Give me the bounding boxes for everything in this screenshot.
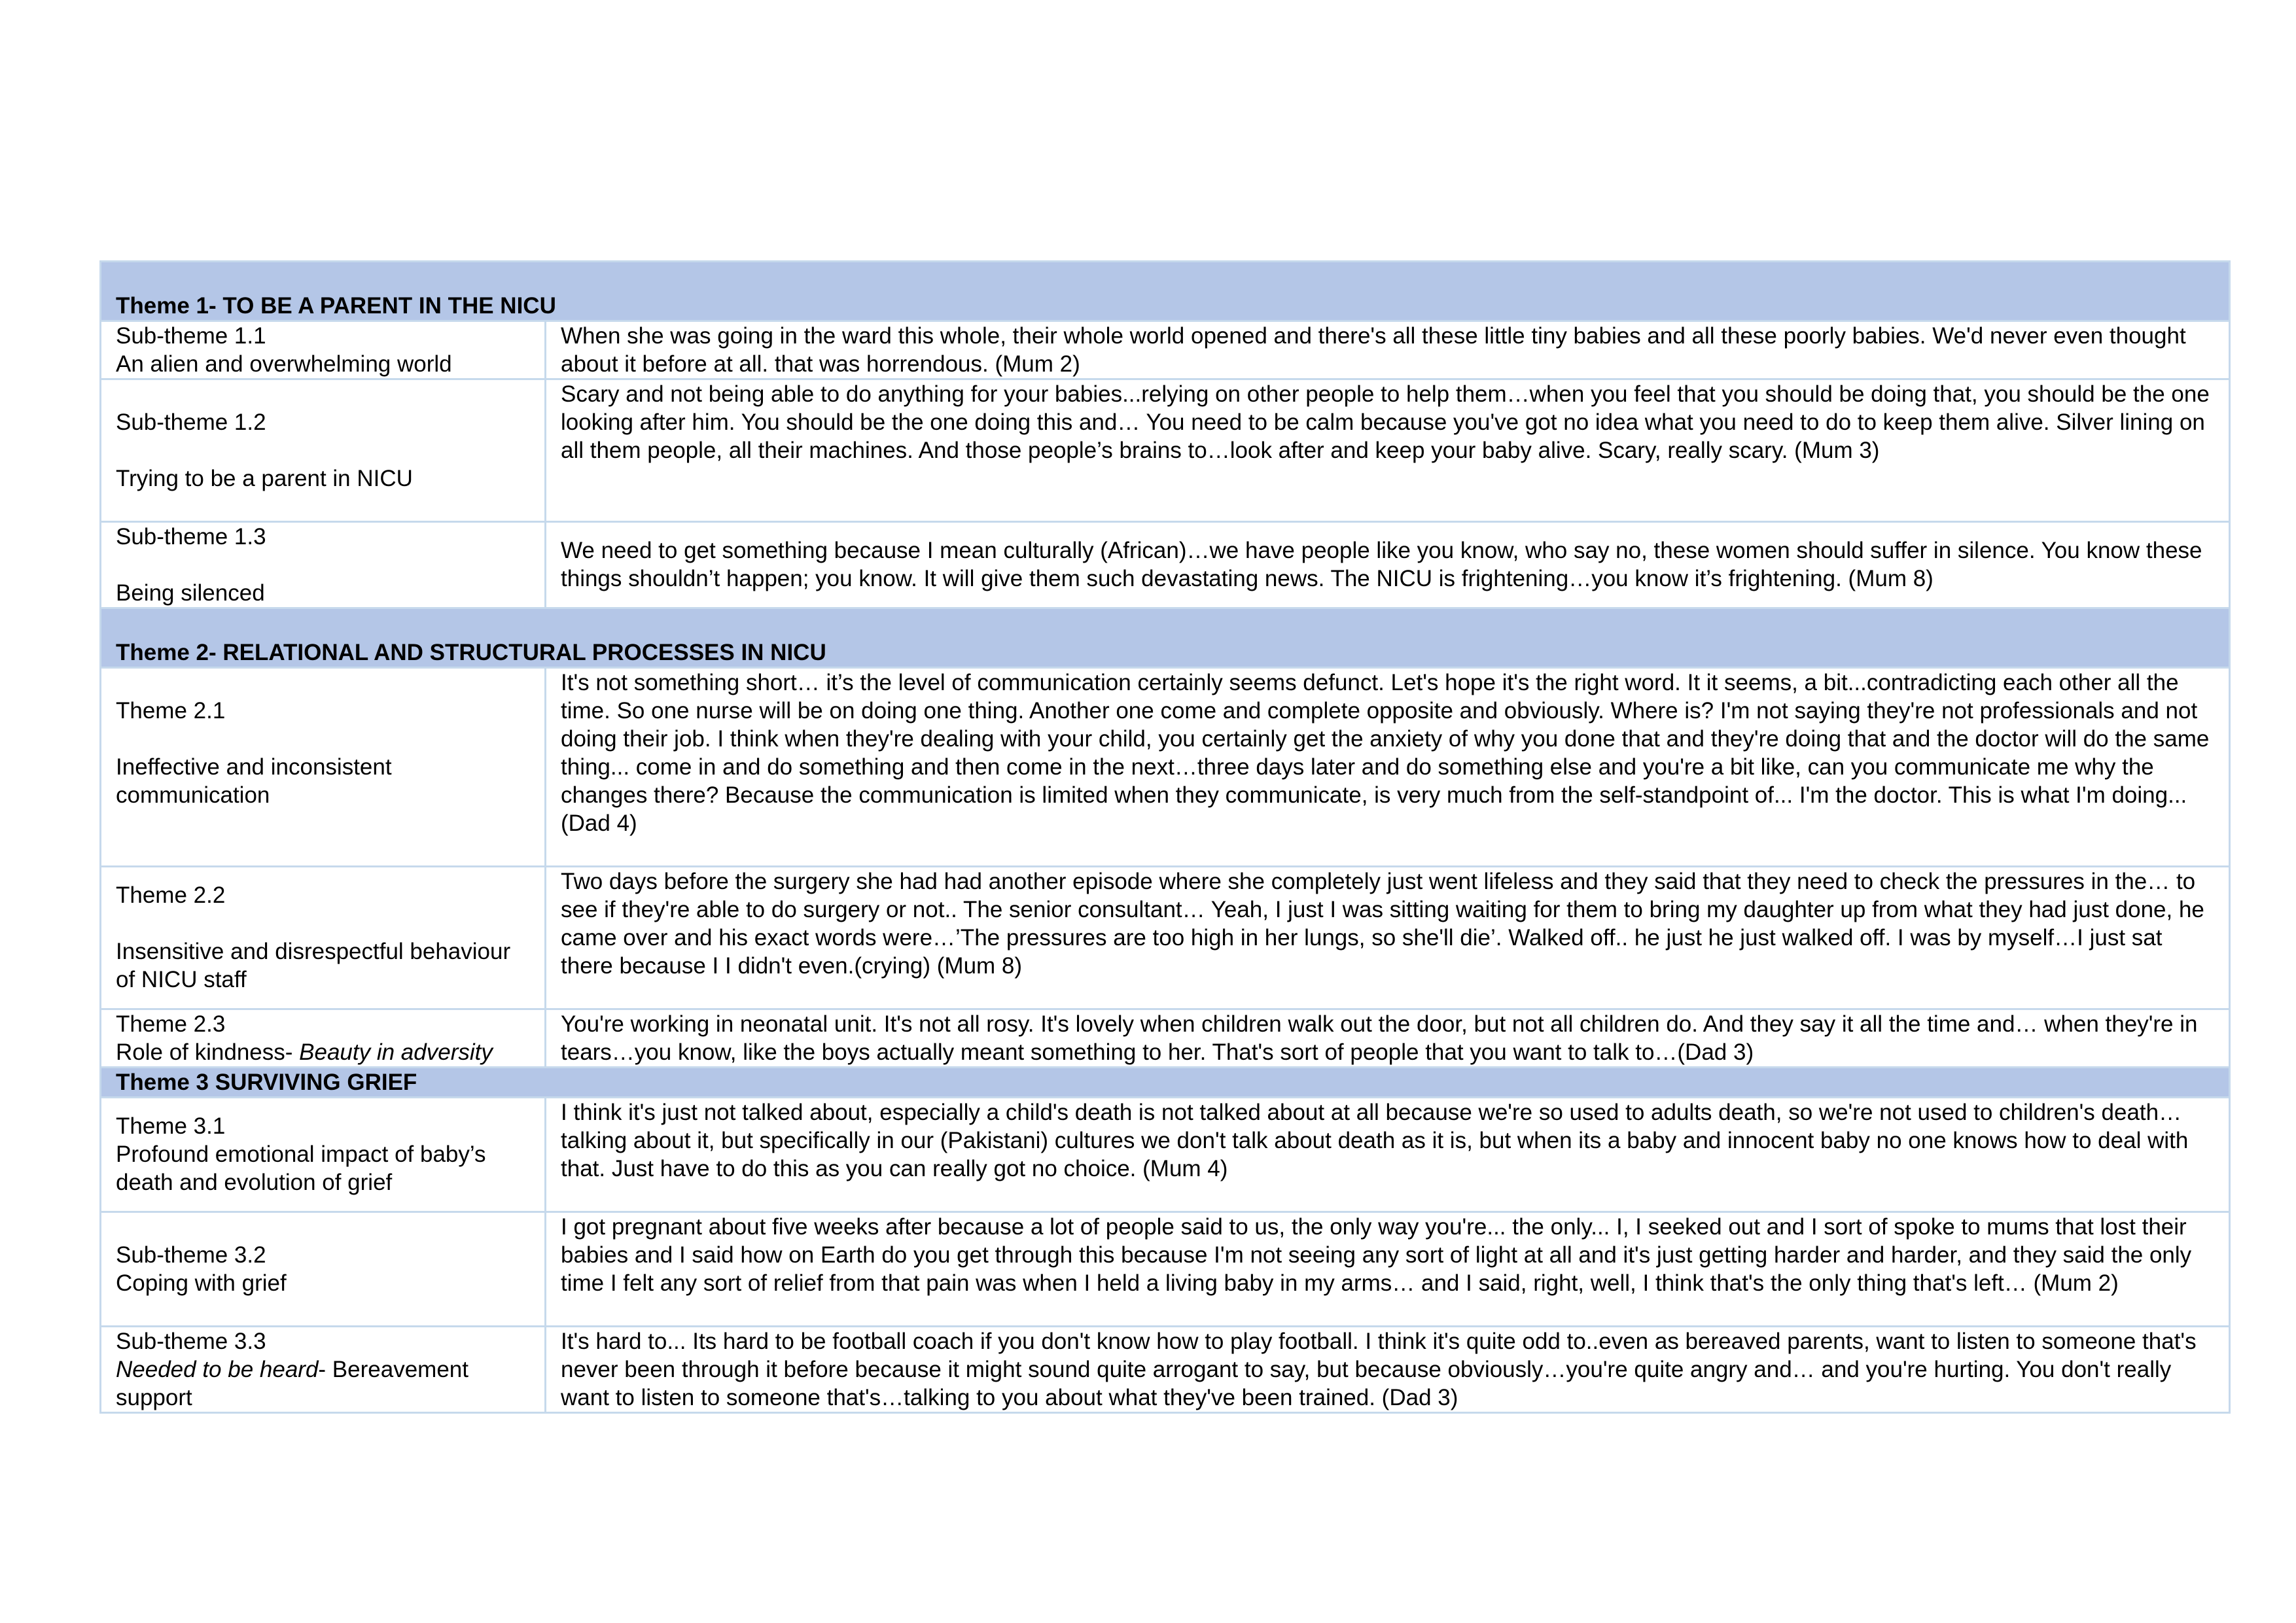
subtheme-id: Theme 2.1 <box>116 698 226 724</box>
subtheme-id: Theme 2.2 <box>116 882 226 908</box>
theme-2-title: Theme 2- RELATIONAL AND STRUCTURAL PROCESSES IN NICU <box>101 608 2230 668</box>
subtheme-name: Ineffective and inconsistent communication <box>116 754 392 808</box>
subtheme-name: Insensitive and disrespectful behaviour of NICU staff <box>116 939 511 992</box>
subtheme-name: Profound emotional impact of baby’s death and evolution of grief <box>116 1142 486 1195</box>
participant-quote: When she was going in the ward this whole, their whole world opened and there's all these little tiny babies and all these poorly babies. We'd never even thought about it before at all. that was horrendous. (Mum 2) <box>546 321 2230 379</box>
subtheme-id: Theme 2.3 <box>116 1011 226 1037</box>
subtheme-label <box>101 1212 546 1327</box>
participant-quote: Two days before the surgery she had had another episode where she completely just went lifeless and they said that they need to check the pressures in the… to see if they're able to do surgery or not.. The senior consultant… Yeah, I just I was sitting waiting for them to bring my daughter up from what they had just done, he came over and his exact words were…’The pressures are too high in her lungs, so she'll die’. Walked off.. he just he just walked off. I was by myself…I just sat there because I I didn't even.(crying) (Mum 8) <box>546 867 2230 1009</box>
table-row <box>101 1327 2230 1413</box>
subtheme-name <box>116 1038 531 1066</box>
subtheme-label <box>101 522 546 608</box>
participant-quote <box>546 522 2230 608</box>
participant-quote: It's not something short… it’s the level of communication certainly seems defunct. Let's hope it's the right word. It it seems, a bit...contradicting each other all the time. So one nurse will be on doing one thing. Another one come and complete opposite and obviously. Where is? I'm not saying they're not professionals and not doing their job. I think when they're dealing with your child, you certainly get the anxiety of why you done that and they're doing that and the doctor will do the same thing... come in and do something and then come in the next…three days later and do something else and you're a bit like, can you communicate me why the changes there? Because the communication is limited when they communicate, is very much from the self-standpoint of... I'm the doctor. This is what I'm doing...(Dad 4) <box>546 668 2230 867</box>
table-row <box>101 522 2230 608</box>
subtheme-label <box>101 1327 546 1413</box>
subtheme-name: Coping with grief <box>116 1270 287 1296</box>
theme-header-row <box>101 262 2230 321</box>
subtheme-id: Sub-theme 1.1 <box>116 323 266 349</box>
quote-text: We need to get something because I mean culturally (African)…we have people like you know, who say no, these women should suffer in silence. You know these things shouldn’t happen; you know. It will give them such devastating news. The NICU is frightening…you know it’s frightening. (Mum 8) <box>561 538 2202 591</box>
table-row <box>101 1098 2230 1212</box>
table-row <box>101 1212 2230 1327</box>
theme-header-row <box>101 608 2230 668</box>
subtheme-name: Being silenced <box>116 580 265 606</box>
table-row <box>101 379 2230 522</box>
table-row <box>101 668 2230 867</box>
participant-quote: I got pregnant about five weeks after because a lot of people said to us, the only way you're... the only... I, I seeked out and I sort of spoke to mums that lost their babies and I said how on Earth do you get through this because I'm not seeing any sort of light at all and it's just getting harder and harder, and they said the only time I felt any sort of relief from that pain was when I held a living baby in my arms… and I said, right, well, I think that's the only thing that's left… (Mum 2) <box>546 1212 2230 1327</box>
subtheme-label <box>101 321 546 379</box>
theme-3-title: Theme 3 SURVIVING GRIEF <box>101 1068 2230 1098</box>
subtheme-id: Theme 3.1 <box>116 1113 226 1139</box>
participant-quote: Scary and not being able to do anything for your babies...relying on other people to help them…when you feel that you should be doing that, you should be the one looking after him. You should be the one doing this and… You need to be calm because you've got no idea what you need to do to keep them alive. Silver lining on all them people, all their machines. And those people’s brains to…look after and keep your baby alive. Scary, really scary. (Mum 3) <box>546 379 2230 522</box>
subtheme-name <box>116 1355 531 1412</box>
subtheme-label <box>101 1009 546 1068</box>
themes-table <box>99 260 2231 1414</box>
table-row <box>101 1009 2230 1068</box>
subtheme-id: Sub-theme 3.2 <box>116 1242 266 1268</box>
subtheme-id: Sub-theme 3.3 <box>116 1329 266 1354</box>
subtheme-id: Sub-theme 1.2 <box>116 410 266 435</box>
subtheme-label <box>101 379 546 522</box>
participant-quote: You're working in neonatal unit. It's not all rosy. It's lovely when children walk out the door, but not all children do. And they say it all the time and… when they're in tears…you know, like the boys actually meant something to her. That's sort of people that you want to talk to…(Dad 3) <box>546 1009 2230 1068</box>
subtheme-name-italic: Beauty in adversity <box>299 1039 493 1065</box>
subtheme-name-italic: Needed to be heard <box>116 1357 319 1382</box>
participant-quote: I think it's just not talked about, especially a child's death is not talked about at all because we're so used to adults death, so we're not used to children's death…talking about it, but specifically in our (Pakistani) cultures we don't talk about death as it is, but when its a baby and innocent baby no one knows how to deal with that. Just have to do this as you can really got no choice. (Mum 4) <box>546 1098 2230 1212</box>
subtheme-name-prefix: Role of kindness- <box>116 1039 300 1065</box>
theme-header-row <box>101 1068 2230 1098</box>
subtheme-label <box>101 1098 546 1212</box>
theme-1-title: Theme 1- TO BE A PARENT IN THE NICU <box>101 262 2230 321</box>
participant-quote: It's hard to... Its hard to be football coach if you don't know how to play football. I think it's quite odd to..even as bereaved parents, want to listen to someone that's never been through it before because it might sound quite arrogant to say, but because obviously…you're quite angry and… and you're hurting. You don't really want to listen to someone that's…talking to you about what they've been trained. (Dad 3) <box>546 1327 2230 1413</box>
subtheme-label <box>101 867 546 1009</box>
table-row <box>101 867 2230 1009</box>
subtheme-name: An alien and overwhelming world <box>116 351 452 377</box>
subtheme-name-suffix: - Bereavement support <box>116 1357 468 1410</box>
subtheme-id: Sub-theme 1.3 <box>116 524 266 550</box>
subtheme-name: Trying to be a parent in NICU <box>116 466 413 491</box>
table-row <box>101 321 2230 379</box>
subtheme-label <box>101 668 546 867</box>
